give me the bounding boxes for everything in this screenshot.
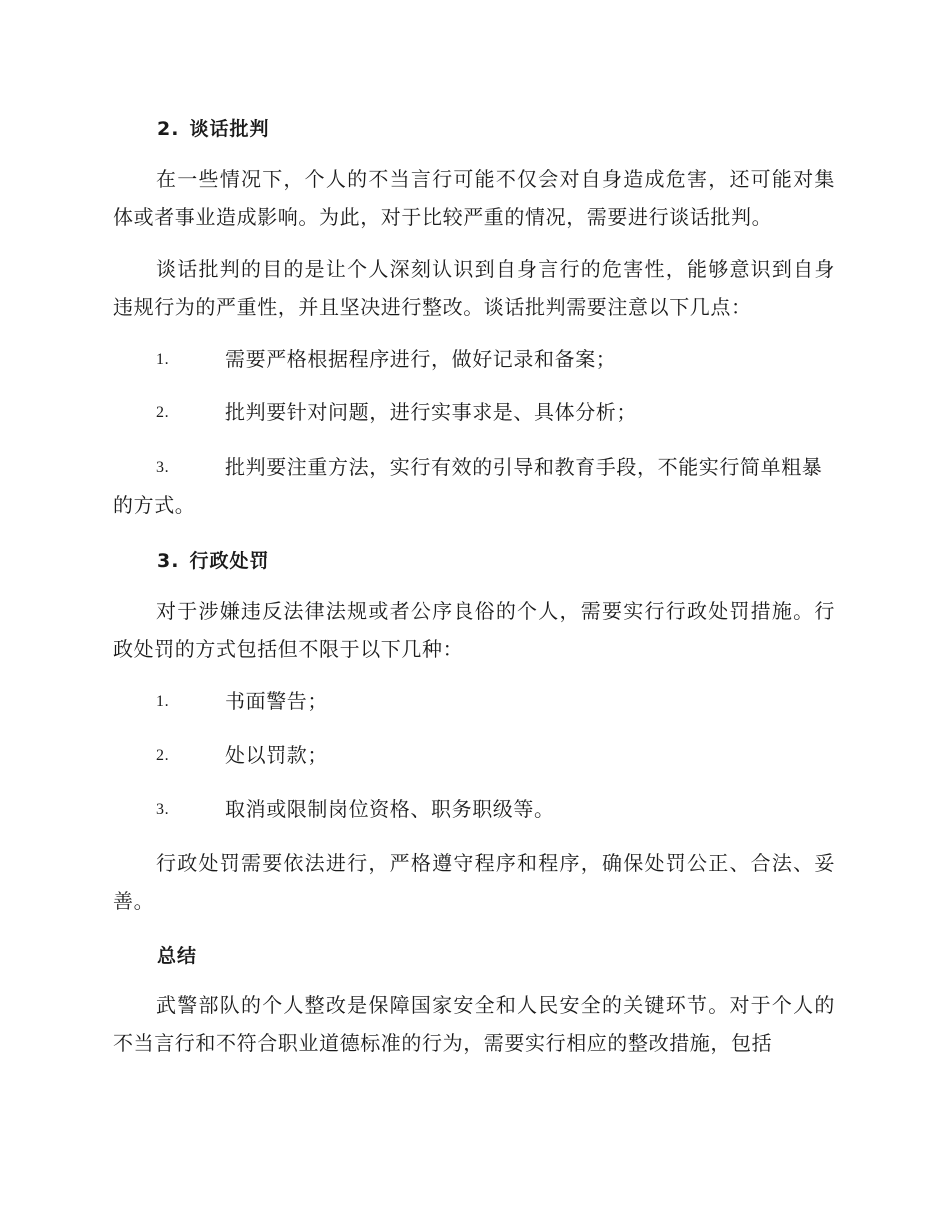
section-3-list-item-3	[113, 790, 835, 828]
summary-title: 总结	[157, 945, 198, 967]
list-item-text: 批判要针对问题，进行实事求是、具体分析；	[225, 400, 637, 424]
list-marker: 2.	[156, 747, 170, 764]
section-2-heading	[157, 114, 269, 141]
section-3-number: 3.	[157, 550, 180, 572]
list-item-text: 取消或限制岗位资格、职务职级等。	[225, 797, 555, 821]
section-2-number: 2.	[157, 118, 180, 140]
list-item-text: 批判要注重方法，实行有效的引导和教育手段，不能实行简单粗暴的方式。	[113, 455, 823, 517]
list-marker: 1.	[156, 351, 170, 368]
section-3-title: 行政处罚	[189, 550, 270, 572]
section-3-intro: 对于涉嫌违反法律法规或者公序良俗的个人，需要实行行政处罚措施。行政处罚的方式包括但不限于以下几种：	[113, 599, 835, 661]
section-2-paragraph-2: 谈话批判的目的是让个人深刻认识到自身言行的危害性，能够意识到自身违规行为的严重性，并且坚决进行整改。谈话批判需要注意以下几点：	[113, 257, 835, 319]
list-item-text: 需要严格根据程序进行，做好记录和备案；	[225, 347, 617, 371]
list-marker: 2.	[156, 404, 170, 421]
section-3-heading	[157, 546, 269, 573]
summary-heading	[157, 941, 197, 968]
section-3-list-item-2	[113, 736, 835, 774]
list-item-text: 处以罚款；	[225, 743, 328, 767]
section-2-paragraph-1: 在一些情况下，个人的不当言行可能不仅会对自身造成危害，还可能对集体或者事业造成影响。为此，对于比较严重的情况，需要进行谈话批判。	[113, 167, 835, 229]
list-marker: 3.	[156, 801, 170, 818]
summary-paragraph: 武警部队的个人整改是保障国家安全和人民安全的关键环节。对于个人的不当言行和不符合职业道德标准的行为，需要实行相应的整改措施，包括	[113, 993, 835, 1055]
section-2-list-item-2	[113, 393, 835, 431]
list-marker: 3.	[156, 459, 170, 476]
section-2-list-item-1	[113, 340, 835, 378]
section-3-list-item-1	[113, 682, 835, 720]
list-marker: 1.	[156, 693, 170, 710]
section-2-title: 谈话批判	[189, 118, 270, 140]
section-3-closing: 行政处罚需要依法进行，严格遵守程序和程序，确保处罚公正、合法、妥善。	[113, 851, 835, 913]
section-2-list-item-3	[113, 448, 835, 524]
list-item-text: 书面警告；	[225, 689, 328, 713]
